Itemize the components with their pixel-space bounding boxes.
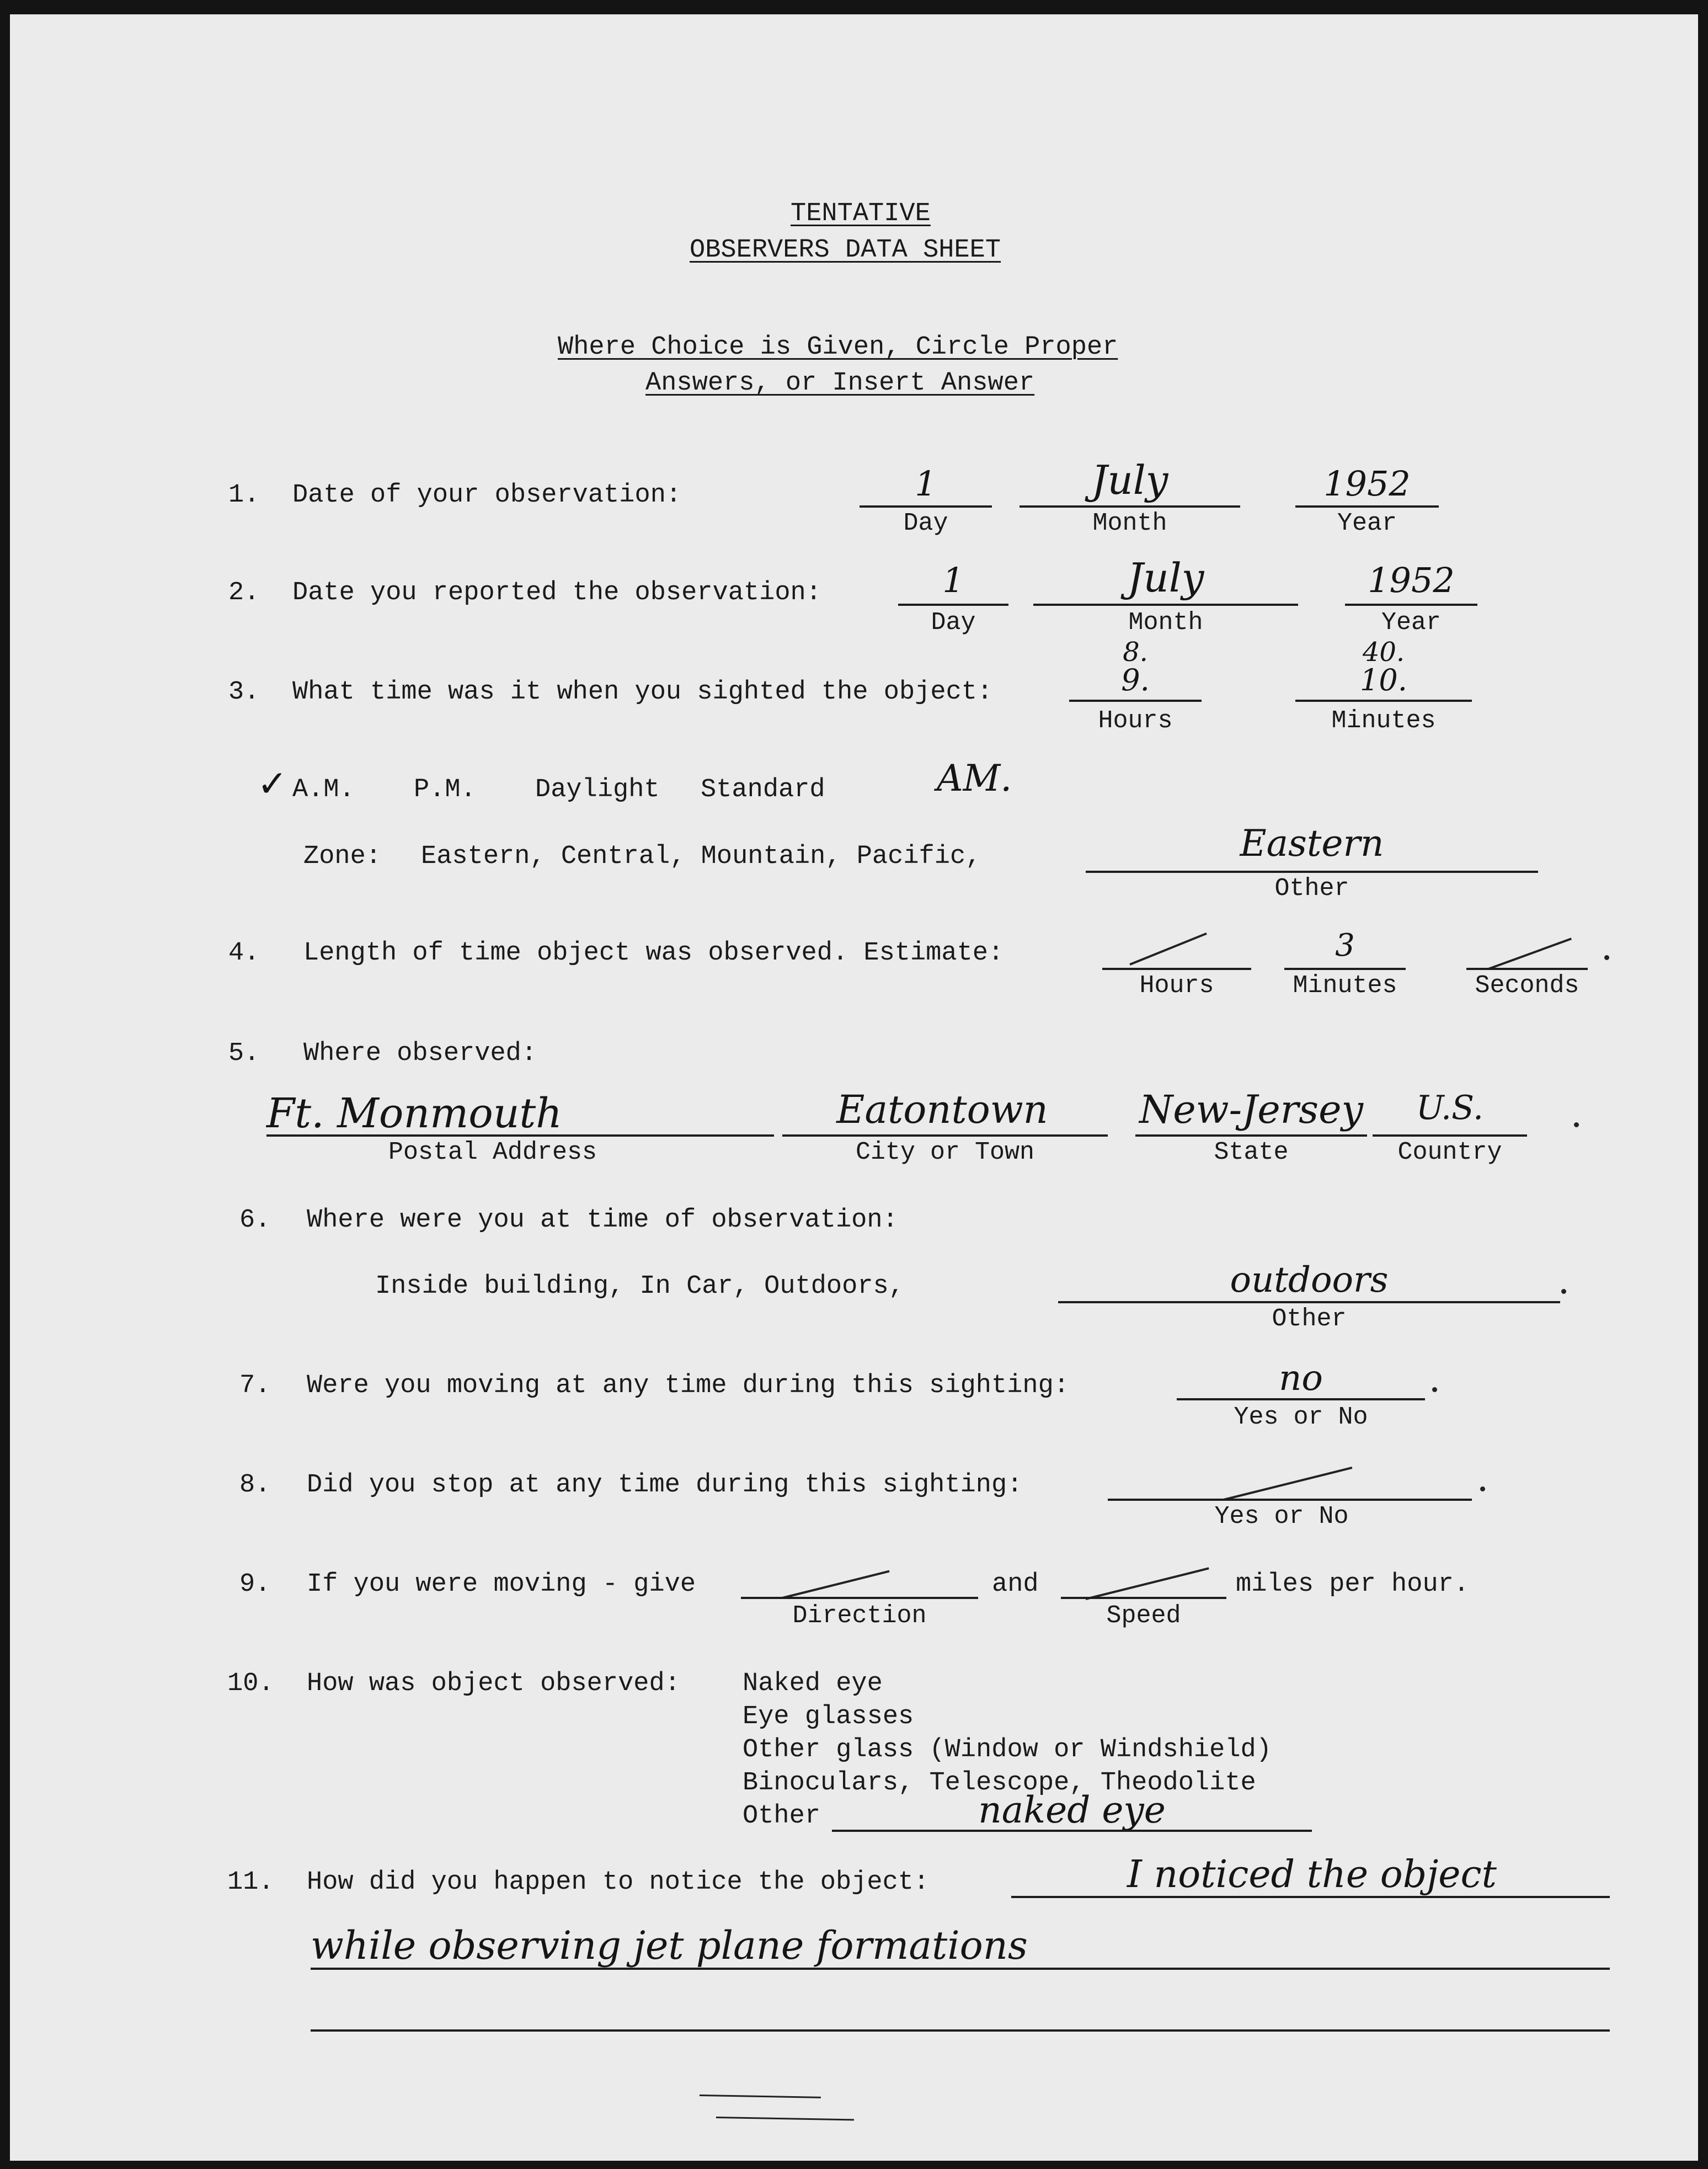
instructions-line-1: Where Choice is Given, Circle Proper bbox=[558, 333, 1118, 362]
q5-city-value: Eatontown bbox=[836, 1087, 1048, 1132]
daylight-option[interactable]: Daylight bbox=[535, 775, 660, 804]
q6-other-line bbox=[1058, 1301, 1560, 1303]
q1-year-line bbox=[1295, 505, 1439, 508]
q1-year-label: Year bbox=[1337, 509, 1397, 537]
q11-line-1 bbox=[1011, 1896, 1610, 1898]
q5-text: Where observed: bbox=[303, 1039, 537, 1068]
q4-seconds-line bbox=[1466, 968, 1588, 970]
q1-day-line bbox=[860, 505, 992, 508]
q2-year-label: Year bbox=[1381, 609, 1442, 637]
bottom-pen-mark-2 bbox=[716, 2117, 854, 2120]
q1-month-label: Month bbox=[1092, 509, 1167, 537]
q3-hours-line bbox=[1069, 700, 1202, 702]
q5-state-line bbox=[1135, 1134, 1367, 1137]
q9-speed-slash bbox=[1086, 1567, 1209, 1600]
q8-line bbox=[1108, 1499, 1472, 1501]
q7-label: Yes or No bbox=[1234, 1403, 1368, 1431]
q10-text: How was object observed: bbox=[307, 1669, 680, 1698]
q3-minutes-correction: 40. bbox=[1362, 637, 1405, 668]
q9-direction-label: Direction bbox=[792, 1602, 927, 1630]
q6-answer: outdoors bbox=[1230, 1260, 1389, 1301]
q9-suffix: miles per hour. bbox=[1236, 1570, 1470, 1599]
data-sheet-page bbox=[10, 14, 1698, 2161]
q1-year-value: 1952 bbox=[1323, 463, 1411, 504]
q3-minutes-line bbox=[1295, 700, 1472, 702]
q11-line-3 bbox=[311, 2029, 1610, 2032]
q2-month-label: Month bbox=[1128, 609, 1203, 637]
am-check-mark: ✓ bbox=[257, 763, 288, 805]
q8-text: Did you stop at any time during this sighting: bbox=[307, 1470, 1023, 1500]
q6-period bbox=[1561, 1289, 1566, 1294]
q3-text: What time was it when you sighted the object: bbox=[292, 678, 993, 707]
instructions-line-2: Answers, or Insert Answer bbox=[645, 369, 1035, 398]
q7-period bbox=[1432, 1387, 1437, 1392]
q2-day-line bbox=[898, 604, 1008, 606]
q7-answer: no bbox=[1279, 1358, 1323, 1399]
q10-option-other-glass: Other glass (Window or Windshield) bbox=[743, 1735, 1272, 1765]
q5-postal-value: Ft. Monmouth bbox=[266, 1090, 562, 1137]
q5-country-value: U.S. bbox=[1416, 1089, 1484, 1127]
q9-direction-slash bbox=[782, 1570, 890, 1599]
q4-hours-label: Hours bbox=[1139, 972, 1214, 1000]
q11-number: 11. bbox=[227, 1868, 274, 1897]
q4-text: Length of time object was observed. Estimate: bbox=[303, 939, 1004, 968]
q4-hours-line bbox=[1102, 968, 1251, 970]
q1-number: 1. bbox=[228, 481, 260, 510]
q8-slash bbox=[1224, 1467, 1353, 1501]
q9-text: If you were moving - give bbox=[307, 1570, 696, 1599]
q5-country-label: Country bbox=[1397, 1138, 1502, 1166]
q1-month-value: July bbox=[1091, 457, 1168, 503]
q5-state-label: State bbox=[1214, 1138, 1289, 1166]
q10-other-line bbox=[832, 1830, 1312, 1832]
q6-text: Where were you at time of observation: bbox=[307, 1206, 898, 1235]
q5-number: 5. bbox=[228, 1039, 260, 1068]
q5-city-label: City or Town bbox=[855, 1138, 1035, 1166]
q2-number: 2. bbox=[228, 578, 260, 607]
heading-tentative: TENTATIVE bbox=[791, 199, 931, 228]
q5-postal-label: Postal Address bbox=[388, 1138, 597, 1166]
q7-line bbox=[1177, 1398, 1425, 1400]
q1-day-value: 1 bbox=[915, 463, 937, 504]
q8-number: 8. bbox=[239, 1470, 271, 1500]
q3-hours-value: 9. bbox=[1121, 663, 1150, 697]
q10-number: 10. bbox=[227, 1669, 274, 1698]
q3-minutes-label: Minutes bbox=[1331, 707, 1436, 735]
q3-minutes-value: 10. bbox=[1360, 663, 1407, 697]
q5-city-line bbox=[782, 1134, 1108, 1137]
q9-and: and bbox=[992, 1570, 1039, 1599]
q4-minutes-value: 3 bbox=[1335, 928, 1355, 963]
zone-answer: Eastern bbox=[1240, 822, 1384, 865]
q10-other-label: Other bbox=[743, 1802, 821, 1831]
q9-speed-line bbox=[1061, 1597, 1226, 1599]
zone-label: Zone: bbox=[303, 842, 382, 871]
q9-number: 9. bbox=[239, 1570, 271, 1599]
q5-postal-line bbox=[266, 1134, 774, 1137]
q4-hours-slash bbox=[1129, 932, 1207, 966]
zone-other-line bbox=[1086, 871, 1538, 873]
q5-country-line bbox=[1373, 1134, 1527, 1137]
q5-period bbox=[1574, 1122, 1579, 1127]
q3-hours-label: Hours bbox=[1098, 707, 1173, 735]
q4-period bbox=[1604, 955, 1609, 960]
q7-text: Were you moving at any time during this sighting: bbox=[307, 1371, 1070, 1400]
q4-seconds-slash bbox=[1488, 937, 1572, 969]
q9-direction-line bbox=[741, 1597, 978, 1599]
q11-answer-line-1: I noticed the object bbox=[1127, 1853, 1497, 1896]
q5-state-value: New-Jersey bbox=[1139, 1087, 1364, 1132]
q7-number: 7. bbox=[239, 1371, 271, 1400]
am-answer: AM. bbox=[937, 757, 1012, 800]
q2-day-value: 1 bbox=[942, 560, 964, 600]
q10-option-binoculars: Binoculars, Telescope, Theodolite bbox=[743, 1768, 1256, 1798]
q1-month-line bbox=[1020, 505, 1240, 508]
q2-year-value: 1952 bbox=[1368, 560, 1455, 600]
q10-answer: naked eye bbox=[978, 1789, 1166, 1831]
bottom-pen-mark-1 bbox=[700, 2095, 821, 2098]
q9-speed-label: Speed bbox=[1106, 1602, 1181, 1630]
q11-line-2 bbox=[311, 1968, 1610, 1970]
q1-day-label: Day bbox=[903, 509, 948, 537]
q10-option-naked-eye: Naked eye bbox=[743, 1669, 883, 1698]
q11-answer-line-2: while observing jet plane formations bbox=[311, 1923, 1028, 1968]
q10-option-eye-glasses: Eye glasses bbox=[743, 1702, 914, 1731]
q6-number: 6. bbox=[239, 1206, 271, 1235]
heading-title: OBSERVERS DATA SHEET bbox=[690, 236, 1001, 265]
zone-options: Eastern, Central, Mountain, Pacific, bbox=[421, 842, 981, 871]
q4-minutes-line bbox=[1284, 968, 1406, 970]
q8-period bbox=[1480, 1486, 1485, 1491]
q2-day-label: Day bbox=[931, 609, 976, 637]
standard-option[interactable]: Standard bbox=[701, 775, 825, 804]
q2-year-line bbox=[1345, 604, 1477, 606]
am-option[interactable]: A.M. bbox=[292, 775, 355, 804]
q2-month-value: July bbox=[1127, 555, 1204, 601]
q4-minutes-label: Minutes bbox=[1293, 972, 1397, 1000]
q3-hours-correction: 8. bbox=[1123, 637, 1148, 668]
q4-number: 4. bbox=[228, 939, 260, 968]
zone-other-label: Other bbox=[1274, 875, 1349, 903]
q4-seconds-label: Seconds bbox=[1475, 972, 1579, 1000]
q2-month-line bbox=[1033, 604, 1298, 606]
pm-option[interactable]: P.M. bbox=[414, 775, 476, 804]
q3-number: 3. bbox=[228, 678, 260, 707]
q6-other-label: Other bbox=[1272, 1305, 1347, 1333]
q8-label: Yes or No bbox=[1214, 1502, 1349, 1531]
q6-options: Inside building, In Car, Outdoors, bbox=[375, 1272, 904, 1301]
q11-text: How did you happen to notice the object: bbox=[307, 1868, 930, 1897]
q2-text: Date you reported the observation: bbox=[292, 578, 821, 607]
q1-text: Date of your observation: bbox=[292, 481, 682, 510]
